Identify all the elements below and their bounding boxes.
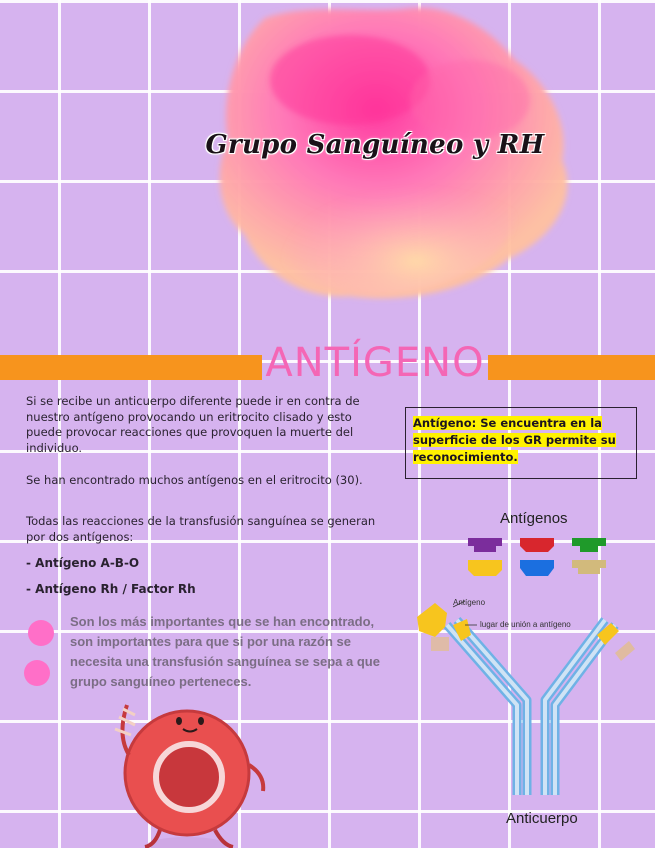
- antigen-shapes-icon: [460, 532, 620, 582]
- antigen-shape-green: [572, 538, 606, 552]
- antibody-right-arm: [545, 620, 615, 795]
- heading-bar-right: [488, 355, 655, 380]
- antigen-shape-tan: [572, 560, 606, 574]
- definition-box: [405, 407, 637, 479]
- pink-dot-icon: [28, 620, 54, 646]
- bound-antigen-left: [417, 603, 447, 637]
- antigen-shape-yellow: [468, 560, 502, 576]
- paragraph-reactions: Todas las reacciones de la transfusión sanguínea se generan por dos antígenos:: [26, 514, 376, 544]
- antigen-label: Antígeno: [453, 598, 486, 607]
- callout-text: Son los más importantes que se han encontrado, son importantes para que si por una razón se necesita una transfusión sanguínea se sepa a que grupo sanguíneo perteneces.: [70, 614, 380, 689]
- binding-site-right: [615, 641, 635, 661]
- antibody-label: Anticuerpo: [506, 810, 578, 827]
- binding-site-label: lugar de unión a antígeno: [480, 620, 571, 629]
- page-title: Grupo Sanguíneo y RH: [205, 130, 545, 160]
- watercolor-blob: [150, 0, 590, 320]
- antibody-left-arm: [447, 620, 527, 795]
- antigen-shape-blue: [520, 560, 554, 576]
- bullet-rh: - Antígeno Rh / Factor Rh: [26, 582, 196, 596]
- antigens-title: Antígenos: [500, 510, 568, 527]
- section-heading: ANTÍGENO: [265, 340, 485, 386]
- paragraph-count: Se han encontrado muchos antígenos en el eritrocito (30).: [26, 473, 363, 487]
- binding-site-left: [431, 637, 449, 651]
- definition-text: Antígeno: Se encuentra en la superficie de los GR permite su reconocimiento.: [413, 416, 616, 464]
- heading-bar-left: [0, 355, 262, 380]
- paragraph-antibody: Si se recibe un anticuerpo diferente puede ir en contra de nuestro antígeno provocando un eritrocito clisado y esto puede provocar reacciones que provoquen la muerte del individuo.: [26, 394, 360, 455]
- antibody-diagram: [405, 595, 650, 825]
- pink-dot-icon: [24, 660, 50, 686]
- antigen-shape-purple: [468, 538, 502, 552]
- red-blood-cell-illustration: [105, 695, 270, 848]
- antigen-shape-red: [520, 538, 554, 552]
- bullet-abo: - Antígeno A-B-O: [26, 556, 140, 570]
